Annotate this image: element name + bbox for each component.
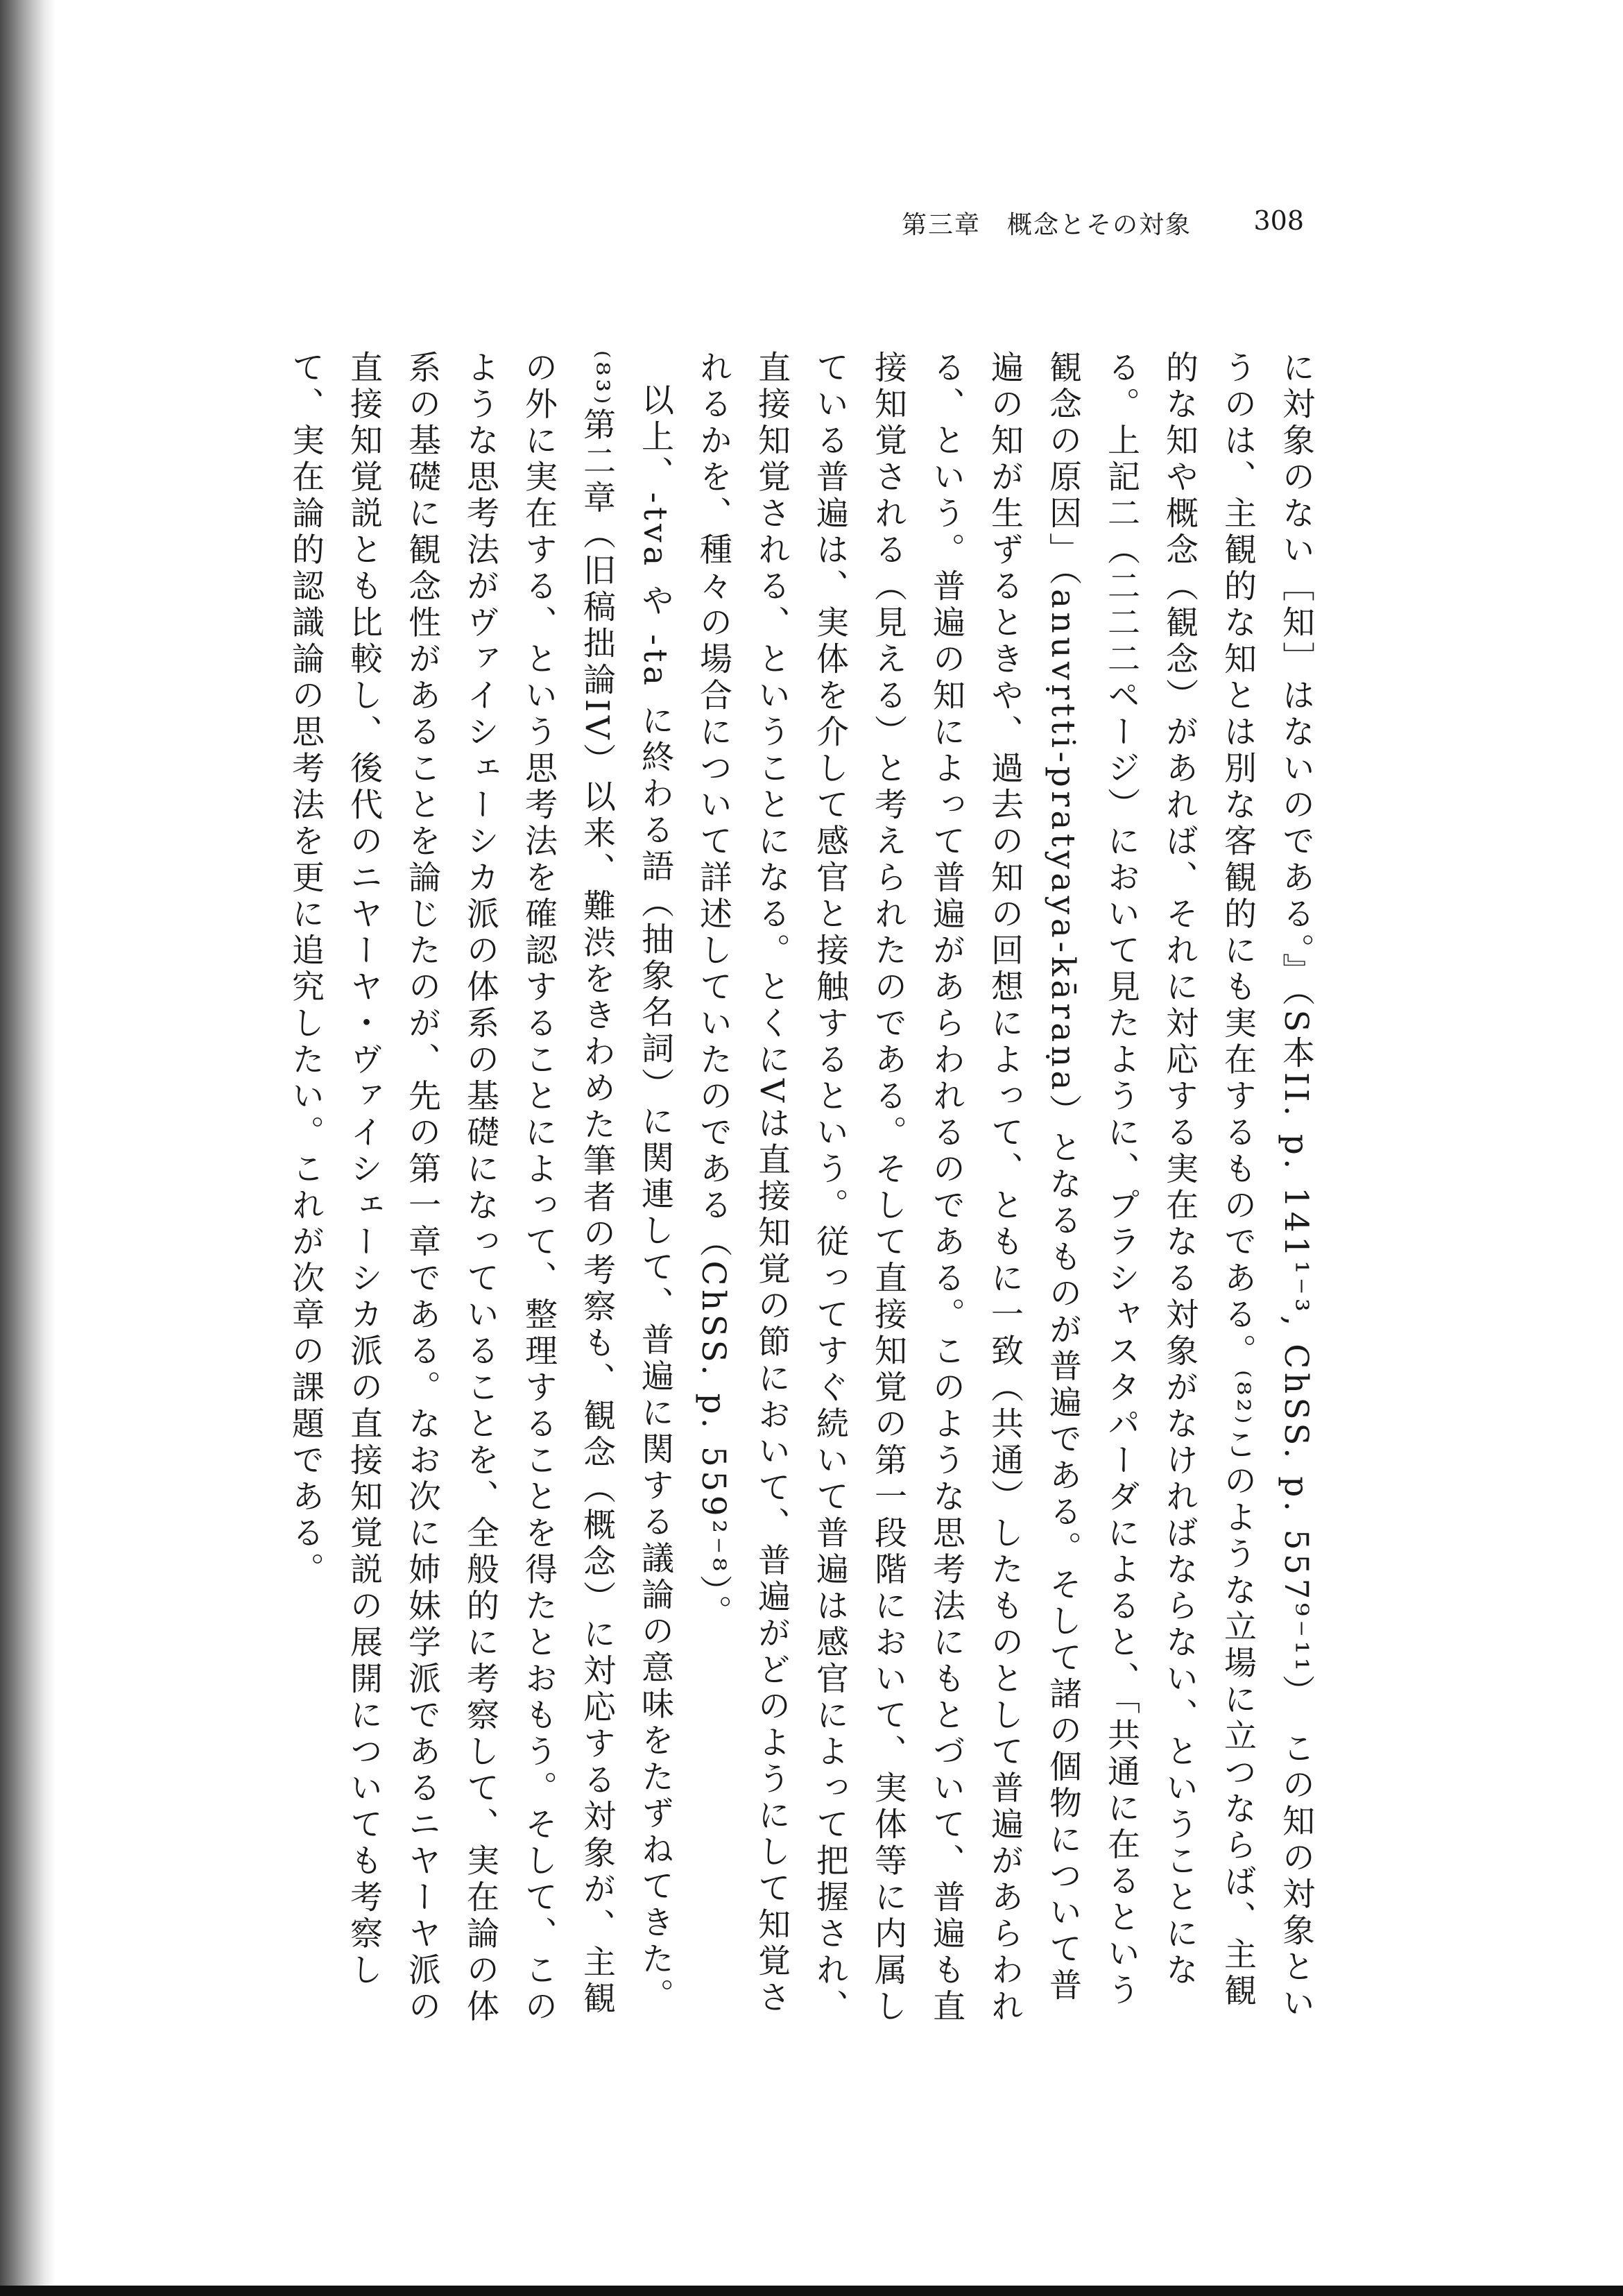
scan-shadow-left <box>0 0 55 2296</box>
paragraph-2: 以上、-tva や -ta に終わる語（抽象名詞）に関連して、普遍に関する議論の意味をたずねてきた。⁽⁸³⁾第二章（旧稿拙論IV）以来、難渋をきわめた筆者の考察も、観念（概念）に対応する対象が、主観の外に実在する、という思考法を確認することによって、整理することを得たとおもう。そして、このような思考法がヴァイシェーシカ派の体系の基礎になっていることを、全般的に考察して、実在論の体系の基礎に観念性があることを論じたのが、先の第一章である。なお次に姉妹学派であるニヤーヤ派の直接知覚説とも比較し、後代のニヤーヤ・ヴァイシェーシカ派の直接知覚説の展開についても考察して、実在論的認識論の思考法を更に追究したい。これが次章の課題である。 <box>286 350 674 2025</box>
paragraph-1: に対象のない［知］はないのである。』（S本II. p. 141¹⁻³, ChSS. p. 557⁹⁻¹¹） この知の対象というのは、主観的な知とは別な客観的にも実在するものである。⁽⁸²⁾このような立場に立つならば、主観的な知や概念（観念）があれば、それに対応する実在なる対象がなければならない、ということになる。上記二（二二二ページ）において見たように、プラシャスタパーダによると、「共通に在るという観念の原因」（anuvṛtti-pratyaya-kāraṇa）となるものが普遍である。そして諸の個物について普遍の知が生ずるときや、過去の知の回想によって、ともに一致（共通）したものとして普遍があらわれる、という。普遍の知によって普遍があらわれるのである。このような思考法にもとづいて、普遍も直接知覚される（見える）と考えられたのである。そして直接知覚の第一段階において、実体等に内属している普遍は、実体を介して感官と接触するという。従ってすぐ続いて普遍は感官によって把握され、直接知覚される、ということになる。とくにVは直接知覚の節において、普遍がどのようにして知覚されるかを、種々の場合について詳述していたのである（ChSS. p. 559²⁻⁸）。 <box>694 350 1315 2025</box>
page-number: 308 <box>1253 205 1304 236</box>
scan-shadow-bottom <box>0 2286 1623 2296</box>
body-text <box>276 350 1325 2029</box>
chapter-title: 第三章 概念とその対象 <box>902 211 1192 239</box>
running-header <box>902 205 1304 247</box>
